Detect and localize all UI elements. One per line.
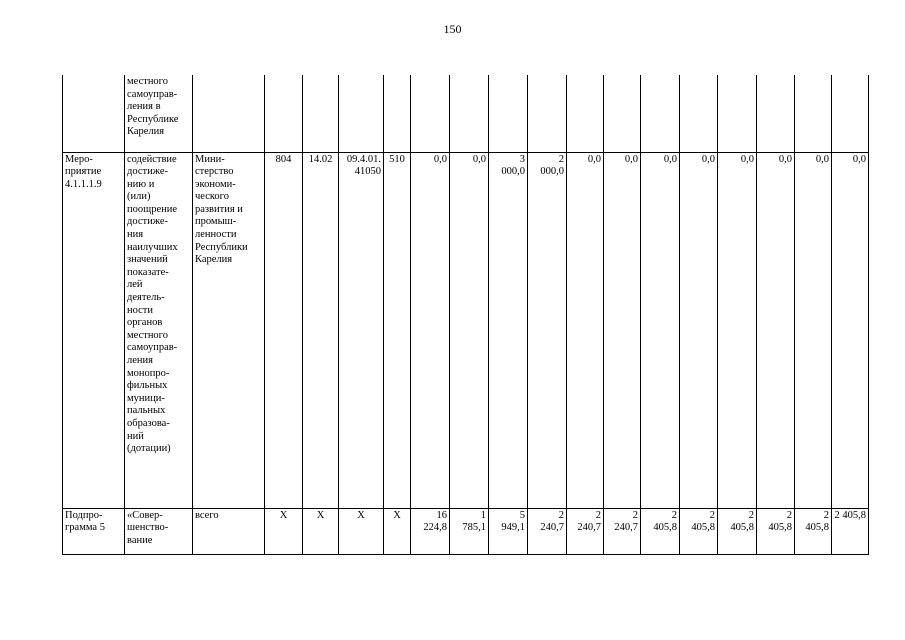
table-cell: 5 949,1 [489,508,528,554]
table-cell [303,75,339,152]
table-cell: 0,0 [757,152,795,508]
table-cell: 0,0 [680,152,718,508]
table-cell: 14.02 [303,152,339,508]
table-cell: 2 405,8 [641,508,680,554]
table-cell [411,75,450,152]
table-cell: «Совер- шенство- вание [125,508,193,554]
table-cell [795,75,832,152]
table-cell [757,75,795,152]
table-cell [718,75,757,152]
table-row [63,75,869,152]
table-cell: 2 405,8 [680,508,718,554]
budget-table [62,75,869,555]
table-cell: 1 785,1 [450,508,489,554]
table-cell: 2 405,8 [832,508,869,554]
table-cell [339,75,384,152]
table-cell [63,75,125,152]
table-cell: Мини- стерство экономи- ческого развития и промыш- ленности Республики Карелия [193,152,265,508]
table-cell [832,75,869,152]
table-cell: 2 000,0 [528,152,567,508]
table-row [63,152,869,508]
table-cell [193,75,265,152]
table-row [63,508,869,554]
page-number: 150 [443,22,462,36]
table-cell: Х [303,508,339,554]
table-cell: 0,0 [411,152,450,508]
table-cell [604,75,641,152]
table-cell [528,75,567,152]
table-cell: Меро- приятие 4.1.1.1.9 [63,152,125,508]
table-cell: местного самоуправ- ления в Республике Карелия [125,75,193,152]
table-cell [384,75,411,152]
table-cell: Х [265,508,303,554]
table-cell: 2 405,8 [718,508,757,554]
table-cell: Подпро- грамма 5 [63,508,125,554]
table-cell: 0,0 [832,152,869,508]
table-cell: 2 405,8 [757,508,795,554]
table-cell: Х [339,508,384,554]
table-cell: 0,0 [641,152,680,508]
table-cell [489,75,528,152]
table-cell [641,75,680,152]
table-cell [680,75,718,152]
table-cell: 0,0 [718,152,757,508]
table-cell: 2 240,7 [567,508,604,554]
table-cell: Х [384,508,411,554]
table-cell: 0,0 [795,152,832,508]
table-cell: 804 [265,152,303,508]
table-cell: 2 405,8 [795,508,832,554]
table-cell: всего [193,508,265,554]
table-cell: 16 224,8 [411,508,450,554]
table-cell: 0,0 [567,152,604,508]
table-cell [450,75,489,152]
table-cell [265,75,303,152]
table-cell: содействие достиже- нию и (или) поощрение достиже- ния наилучших значений показате- лей деятель- ности органов местного самоуправ- ления монопро- фильных муници- пальных образова- ний (дотации) [125,152,193,508]
table-cell: 09.4.01. 41050 [339,152,384,508]
table-cell: 3 000,0 [489,152,528,508]
table-cell: 2 240,7 [604,508,641,554]
table-cell: 0,0 [604,152,641,508]
table-cell [567,75,604,152]
table-cell: 510 [384,152,411,508]
table-cell: 2 240,7 [528,508,567,554]
table-cell: 0,0 [450,152,489,508]
